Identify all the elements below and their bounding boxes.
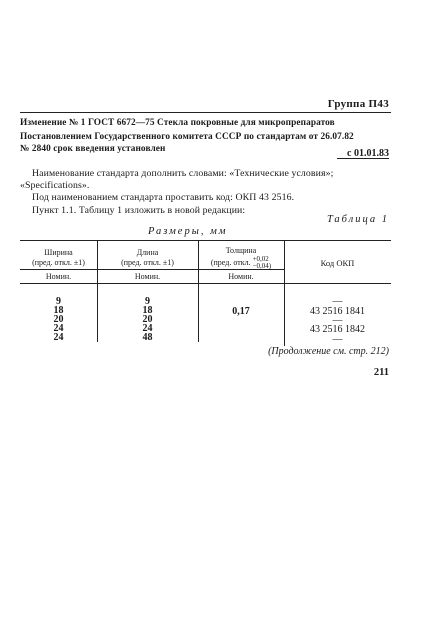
cell-length: 48	[142, 332, 153, 343]
subheader-nominal: Номин.	[45, 272, 72, 281]
cell-length: 20	[142, 314, 153, 325]
table-label: Таблица 1	[326, 214, 389, 225]
cell-code: 43 2516 1841	[310, 306, 365, 317]
column-header-thickness-name: Толщина	[225, 246, 257, 255]
column-header-width-name: Ширина	[44, 248, 73, 257]
column-header-code: Код ОКП	[320, 258, 355, 268]
thickness-tolerance-values	[253, 256, 272, 270]
cell-code: —	[332, 334, 343, 345]
cell-width: 18	[53, 305, 64, 316]
column-header-width	[20, 248, 97, 268]
cell-width: 20	[53, 314, 64, 325]
paragraph-2: Под наименованием стандарта проставить код: ОКП 43 2516.	[32, 192, 295, 203]
header-rule	[20, 112, 391, 113]
paragraph-1-cont: «Specifications».	[20, 180, 90, 191]
amendment-resolution: Постановлением Государственного комитета СССР по стандартам от 26.07.82	[20, 132, 354, 142]
paragraph-3: Пункт 1.1. Таблицу 1 изложить в новой редакции:	[32, 205, 246, 216]
subheader-nominal: Номин.	[134, 272, 161, 281]
column-header-length-tolerance: (пред. откл. ±1)	[121, 258, 174, 267]
cell-length: 9	[145, 296, 150, 307]
cell-length: 18	[142, 305, 153, 316]
table-title: Размеры, мм	[148, 226, 228, 237]
cell-width: 24	[53, 323, 64, 334]
group-code: Группа П43	[327, 98, 389, 110]
table-top-border	[20, 240, 391, 241]
cell-code: 43 2516 1842	[310, 324, 365, 335]
subheader-nominal: Номин.	[228, 272, 254, 281]
cell-width: 9	[56, 296, 61, 307]
amendment-resolution-cont: № 2840 срок введения установлен	[20, 144, 166, 154]
tolerance-minus: −0,04)	[252, 262, 272, 270]
cell-code: —	[332, 315, 343, 326]
column-header-width-tolerance: (пред. откл. ±1)	[32, 258, 85, 267]
cell-length: 24	[142, 323, 153, 334]
cell-width: 24	[53, 332, 64, 343]
cell-thickness: 0,17	[232, 306, 250, 317]
column-header-length	[97, 248, 198, 268]
tolerance-plus: +0,02	[252, 255, 269, 263]
column-header-length-name: Длина	[136, 248, 159, 257]
cell-code: —	[332, 296, 343, 307]
effective-date: с 01.01.83	[347, 148, 389, 159]
continuation-note: (Продолжение см. стр. 212)	[268, 346, 389, 357]
paragraph-1: Наименование стандарта дополнить словами: «Технические условия»;	[32, 168, 334, 179]
amendment-title: Изменение № 1 ГОСТ 6672—75 Стекла покровные для микропрепаратов	[20, 118, 335, 128]
table-header-bottom	[20, 283, 391, 284]
column-header-thickness	[198, 246, 284, 270]
date-underline	[337, 158, 389, 159]
column-header-thickness-tolerance	[198, 256, 284, 270]
page-number: 211	[373, 367, 389, 378]
thickness-tolerance-label: (пред. откл.	[210, 257, 251, 267]
